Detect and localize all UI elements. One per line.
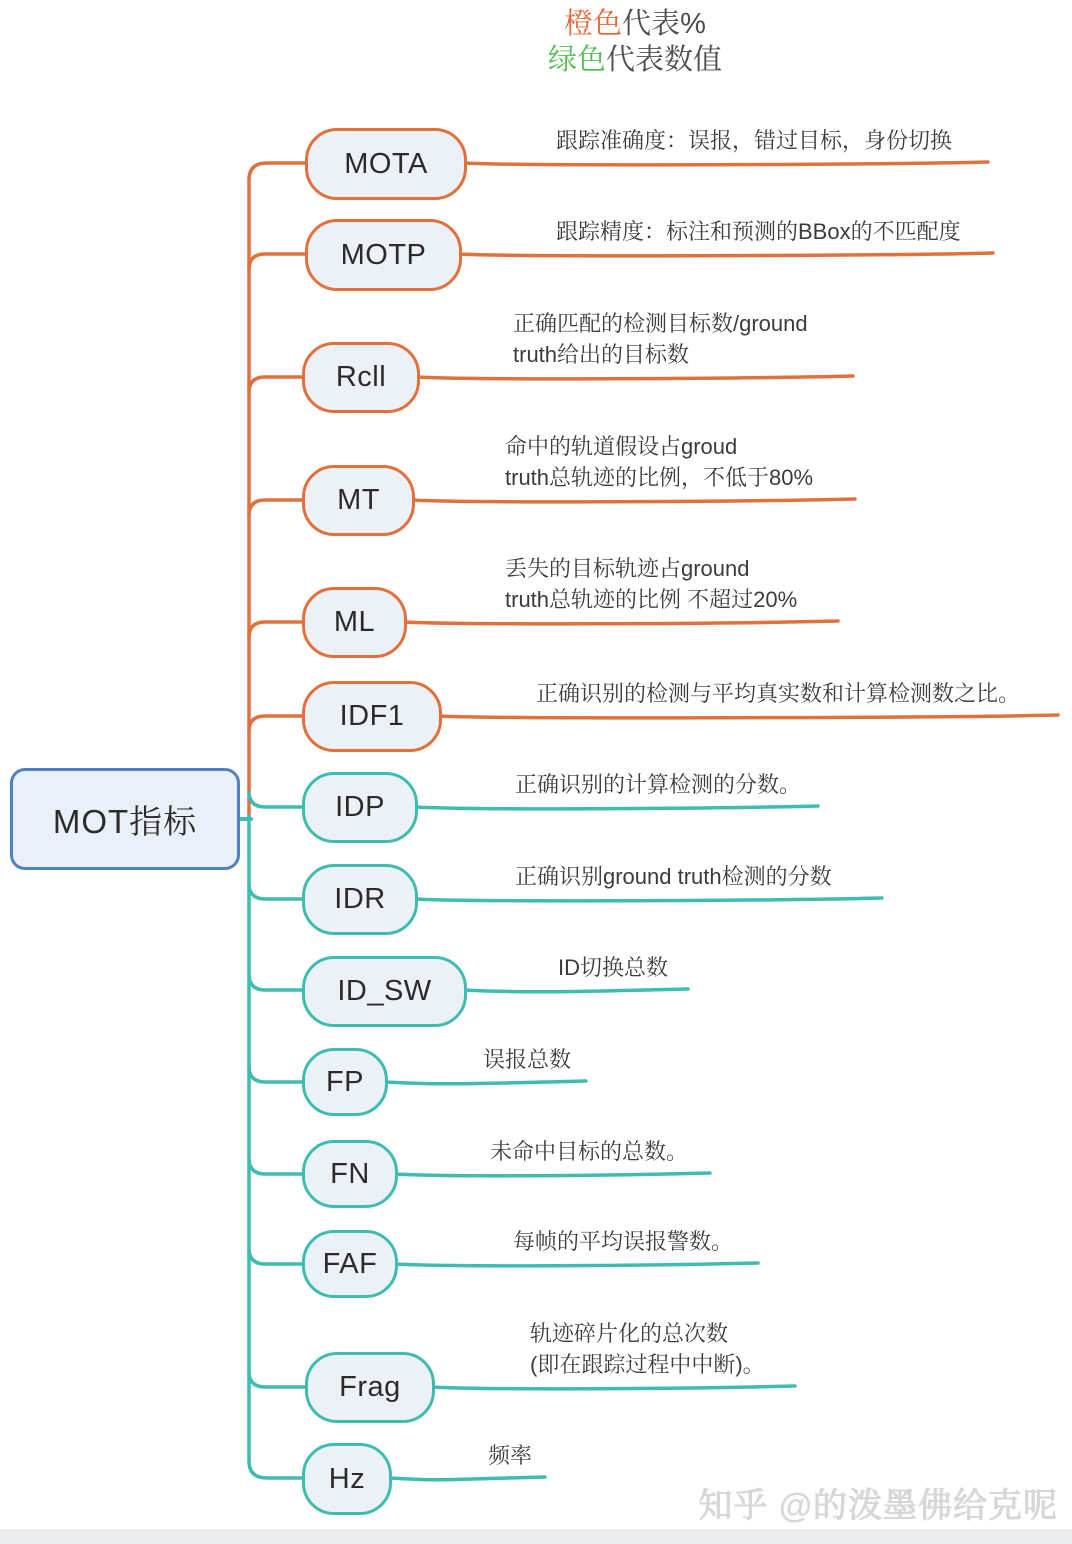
branch-elbow: [249, 254, 306, 268]
legend-green-rest: 代表数值: [606, 44, 723, 76]
node-fn: [302, 1140, 398, 1208]
description-line: 每帧的平均误报警数。: [513, 1229, 734, 1254]
node-frag-description: [530, 1318, 765, 1380]
node-id_sw-description: [558, 952, 668, 983]
branch-underline: [459, 253, 993, 256]
node-label: FAF: [322, 1247, 378, 1280]
node-label: FN: [330, 1157, 370, 1190]
branch-underline: [415, 898, 882, 901]
node-label: FP: [325, 1065, 365, 1098]
node-mt: [302, 465, 415, 536]
node-idp: [302, 772, 418, 843]
branch-elbow: [249, 500, 306, 514]
node-hz: [302, 1443, 392, 1515]
node-frag: [305, 1352, 435, 1423]
node-label: MT: [337, 484, 380, 516]
node-label: IDP: [335, 791, 385, 823]
node-fp-description: [483, 1044, 571, 1075]
node-faf: [302, 1230, 398, 1298]
node-rcll: [302, 342, 420, 413]
node-id_sw: [302, 956, 467, 1027]
branch-underline: [464, 989, 688, 992]
branch-underline: [385, 1081, 586, 1084]
node-ml: [302, 587, 407, 658]
node-idf1-description: [536, 678, 1020, 709]
branch-elbow: [249, 976, 306, 990]
branch-underline: [432, 1386, 795, 1389]
legend-line-value: [440, 42, 830, 78]
description-line: 正确识别ground truth检测的分数: [515, 864, 832, 889]
branch-elbow: [249, 1250, 306, 1264]
description-line: (即在跟踪过程中中断)。: [530, 1352, 765, 1377]
branch-elbow: [249, 1160, 306, 1174]
node-mota: [305, 128, 467, 200]
description-line: truth总轨迹的比例 不超过20%: [505, 587, 798, 612]
node-label: IDR: [334, 883, 386, 915]
description-line: truth给出的目标数: [513, 342, 690, 367]
branch-underline: [395, 1263, 758, 1266]
node-fn-description: [490, 1136, 688, 1167]
description-line: 轨迹碎片化的总次数: [530, 1321, 729, 1346]
node-idr: [302, 864, 418, 935]
node-fp: [302, 1048, 388, 1116]
description-line: 误报总数: [483, 1047, 572, 1072]
branch-elbow: [249, 1068, 306, 1082]
node-idf1: [302, 681, 442, 752]
node-mota-description: [556, 125, 952, 156]
description-line: 命中的轨道假设占groud: [505, 434, 738, 459]
branch-elbow: [249, 716, 306, 730]
color-legend: [440, 6, 830, 78]
description-line: 正确识别的计算检测的分数。: [515, 772, 802, 797]
branch-elbow: [249, 377, 306, 391]
node-motp: [305, 219, 462, 291]
description-line: ID切换总数: [558, 955, 669, 980]
node-idr-description: [515, 861, 832, 892]
legend-green-word: 绿色: [547, 44, 606, 76]
node-label: Frag: [339, 1371, 401, 1403]
watermark: 知乎 @的泼墨佛给克呢: [698, 1487, 1058, 1525]
root-node-mot: [10, 768, 240, 870]
root-node-label: MOT指标: [52, 802, 198, 840]
description-line: 频率: [488, 1443, 533, 1468]
branch-elbow: [249, 885, 306, 899]
trunk-value: [249, 816, 306, 1478]
node-label: MOTP: [340, 238, 427, 271]
branch-underline: [464, 162, 988, 165]
legend-line-percent: [440, 6, 830, 42]
node-mt-description: [505, 431, 813, 493]
node-label: ML: [333, 606, 376, 638]
branch-underline: [417, 376, 853, 379]
node-label: Hz: [328, 1462, 366, 1495]
branch-elbow: [249, 793, 306, 807]
node-idp-description: [515, 769, 801, 800]
description-line: 跟踪准确度：误报，错过目标，身份切换: [556, 128, 953, 153]
node-label: MOTA: [344, 147, 428, 180]
branch-elbow: [249, 622, 306, 636]
node-ml-description: [505, 553, 797, 615]
node-label: Rcll: [335, 361, 387, 393]
node-label: ID_SW: [337, 975, 432, 1007]
description-line: 跟踪精度：标注和预测的BBox的不匹配度: [556, 219, 961, 244]
branch-underline: [389, 1477, 545, 1480]
description-line: truth总轨迹的比例，不低于80%: [505, 465, 814, 490]
branch-underline: [412, 499, 855, 502]
branch-underline: [439, 715, 1058, 718]
node-rcll-description: [513, 308, 808, 370]
description-line: 未命中目标的总数。: [490, 1139, 689, 1164]
node-hz-description: [488, 1440, 532, 1471]
branch-elbow: [249, 1373, 306, 1387]
description-line: 正确识别的检测与平均真实数和计算检测数之比。: [536, 681, 1021, 706]
branch-underline: [395, 1173, 710, 1176]
legend-orange-word: 橙色: [564, 8, 623, 40]
node-label: IDF1: [339, 700, 405, 732]
node-motp-description: [556, 216, 961, 247]
description-line: 正确匹配的检测目标数/ground: [513, 311, 808, 336]
legend-orange-rest: 代表%: [622, 8, 706, 40]
node-faf-description: [513, 1226, 733, 1257]
branch-underline: [415, 806, 818, 809]
branch-underline: [404, 621, 838, 624]
description-line: 丢失的目标轨迹占ground: [505, 556, 750, 581]
